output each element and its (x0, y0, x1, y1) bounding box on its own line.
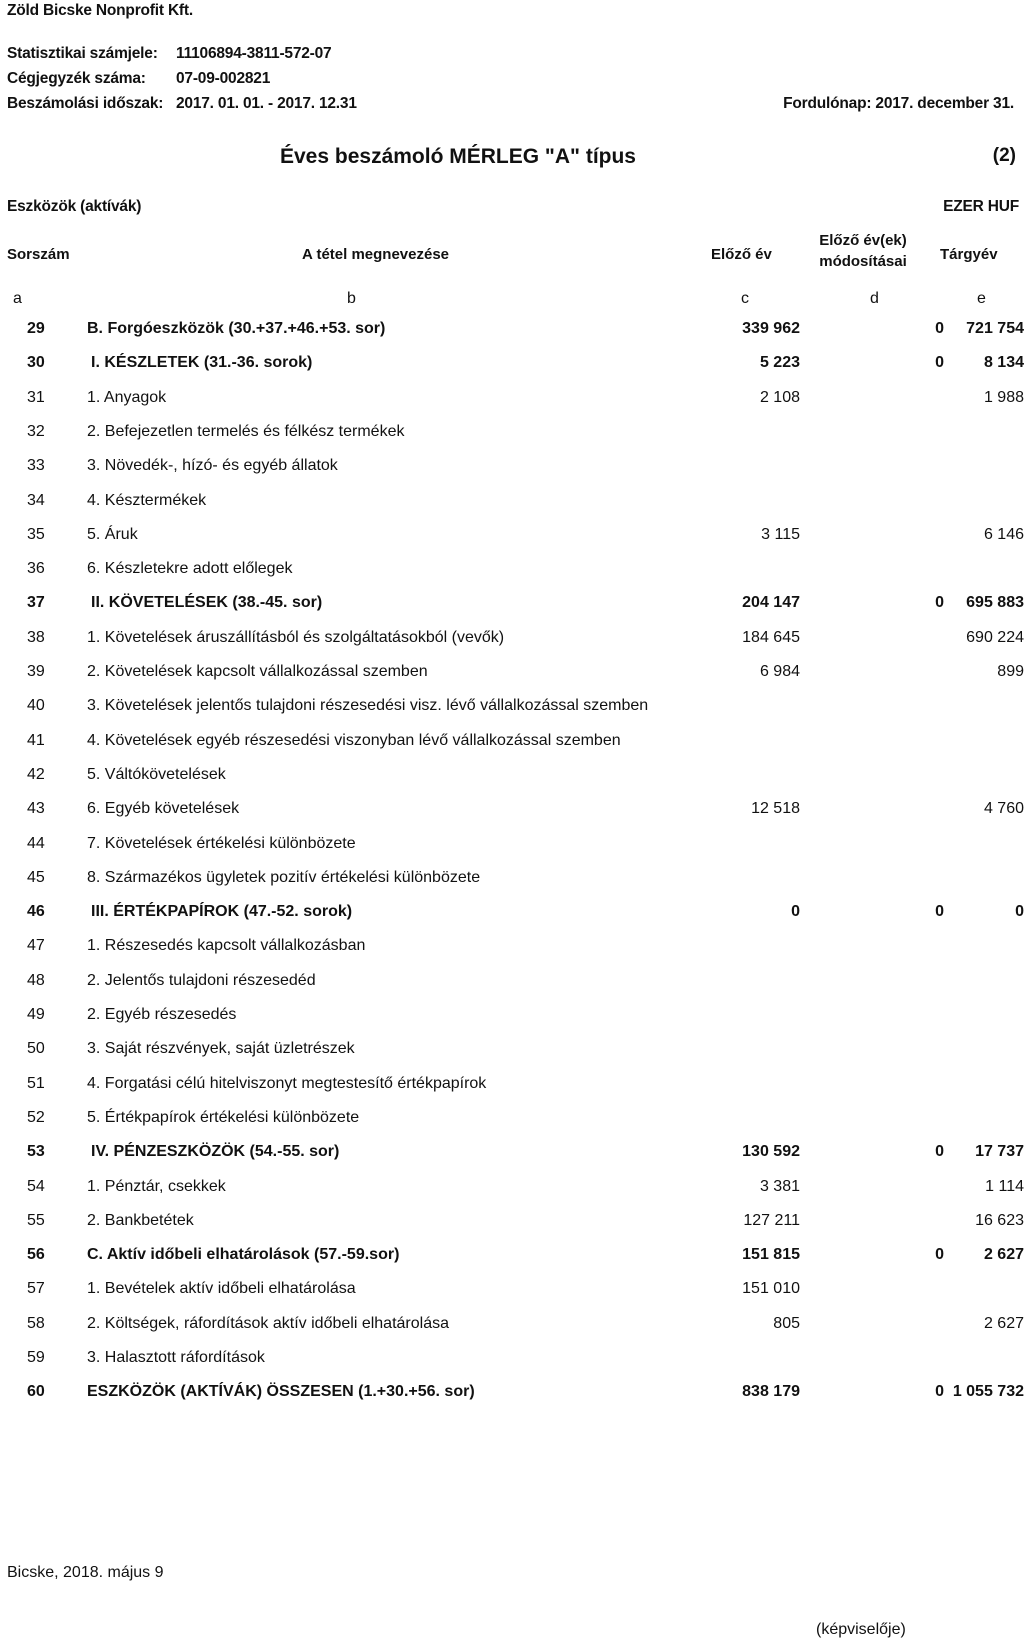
prev-year-value: 204 147 (742, 594, 800, 611)
table-row (0, 1349, 1024, 1383)
section-title: Eszközök (aktívák) (7, 198, 142, 215)
table-row (0, 560, 1024, 594)
row-number: 47 (27, 937, 45, 954)
row-label: 2. Befejezetlen termelés és félkész termékek (87, 423, 405, 440)
row-number: 50 (27, 1040, 45, 1057)
table-row (0, 1006, 1024, 1040)
table-row (0, 457, 1024, 491)
row-number: 43 (27, 800, 45, 817)
row-number: 55 (27, 1212, 45, 1229)
row-number: 53 (27, 1143, 45, 1160)
table-row (0, 1143, 1024, 1177)
row-label: 1. Bevételek aktív időbeli elhatárolása (87, 1280, 356, 1297)
current-year-value: 6 146 (983, 526, 1024, 543)
table-row (0, 972, 1024, 1006)
row-number: 59 (27, 1349, 45, 1366)
reporting-period-value: 2017. 01. 01. - 2017. 12.31 (176, 95, 357, 112)
table-row (0, 320, 1024, 354)
row-label: 2. Követelések kapcsolt vállalkozással szemben (87, 663, 428, 680)
row-label: 1. Pénztár, csekkek (87, 1178, 226, 1195)
table-row (0, 423, 1024, 457)
current-year-value: 695 883 (966, 594, 1024, 611)
row-number: 31 (27, 389, 45, 406)
prev-year-value: 838 179 (742, 1383, 800, 1400)
row-label: B. Forgóeszközök (30.+37.+46.+53. sor) (87, 320, 386, 337)
table-row (0, 389, 1024, 423)
row-label: 4. Késztermékek (87, 492, 207, 509)
row-label: 1. Anyagok (87, 389, 167, 406)
current-year-value: 899 (997, 663, 1024, 680)
row-label: C. Aktív időbeli elhatárolások (57.-59.sor) (87, 1246, 400, 1263)
row-number: 33 (27, 457, 45, 474)
prev-year-value: 127 211 (743, 1212, 800, 1229)
table-row (0, 732, 1024, 766)
row-label: II. KÖVETELÉSEK (38.-45. sor) (91, 594, 323, 611)
current-year-value: 2 627 (983, 1246, 1024, 1263)
stat-number-label: Statisztikai számjele: (7, 45, 158, 62)
col-letter-e: e (977, 290, 986, 307)
current-year-value: 1 055 732 (952, 1383, 1024, 1400)
row-number: 48 (27, 972, 45, 989)
row-number: 54 (27, 1178, 45, 1195)
prev-year-value: 339 962 (742, 320, 800, 337)
row-number: 38 (27, 629, 45, 646)
prev-year-value: 3 115 (761, 526, 800, 543)
row-label: III. ÉRTÉKPAPÍROK (47.-52. sorok) (91, 903, 353, 920)
current-year-value: 8 134 (983, 354, 1024, 371)
row-number: 29 (27, 320, 45, 337)
row-number: 42 (27, 766, 45, 783)
place-date: Bicske, 2018. május 9 (7, 1564, 164, 1581)
col-letter-d: d (870, 290, 879, 307)
row-number: 32 (27, 423, 45, 440)
row-label: 1. Követelések áruszállításból és szolgáltatásokból (vevők) (87, 629, 505, 646)
table-row (0, 1246, 1024, 1280)
row-label: 5. Értékpapírok értékelési különbözete (87, 1109, 360, 1126)
current-year-value: 2 627 (983, 1315, 1024, 1332)
table-row (0, 903, 1024, 937)
row-label: 3. Saját részvények, saját üzletrészek (87, 1040, 355, 1057)
row-label: I. KÉSZLETEK (31.-36. sorok) (91, 354, 313, 371)
prev-year-value: 151 010 (742, 1280, 800, 1297)
col-header-targyev: Tárgyév (940, 246, 998, 263)
prev-year-value: 805 (773, 1315, 800, 1332)
row-number: 49 (27, 1006, 45, 1023)
signature-label: (képviselője) (816, 1621, 906, 1638)
row-number: 52 (27, 1109, 45, 1126)
row-label: 2. Egyéb részesedés (87, 1006, 237, 1023)
table-row (0, 492, 1024, 526)
col-header-modositasai-line1: Előző év(ek) (819, 232, 907, 249)
row-label: 8. Származékos ügyletek pozitív értékelési különbözete (87, 869, 481, 886)
prev-year-modification-value: 0 (935, 594, 944, 611)
prev-year-modification-value: 0 (935, 354, 944, 371)
col-letter-b: b (347, 290, 356, 307)
closing-date: Fordulónap: 2017. december 31. (783, 95, 1014, 112)
prev-year-value: 3 381 (759, 1178, 800, 1195)
company-name: Zöld Bicske Nonprofit Kft. (7, 2, 193, 19)
row-number: 36 (27, 560, 45, 577)
row-label: 5. Váltókövetelések (87, 766, 226, 783)
current-year-value: 17 737 (975, 1143, 1024, 1160)
table-row (0, 1109, 1024, 1143)
table-row (0, 663, 1024, 697)
current-year-value: 16 623 (975, 1212, 1024, 1229)
row-number: 57 (27, 1280, 45, 1297)
row-label: 1. Részesedés kapcsolt vállalkozásban (87, 937, 366, 954)
row-number: 40 (27, 697, 45, 714)
current-year-value: 1 988 (983, 389, 1024, 406)
row-number: 58 (27, 1315, 45, 1332)
row-label: 2. Költségek, ráfordítások aktív időbeli elhatárolása (87, 1315, 449, 1332)
stat-number-value: 11106894-3811-572-07 (176, 45, 332, 62)
table-row (0, 1212, 1024, 1246)
row-number: 41 (27, 732, 45, 749)
unit-label: EZER HUF (943, 198, 1019, 215)
prev-year-value: 2 108 (759, 389, 800, 406)
page-number: (2) (992, 145, 1016, 166)
row-label: 3. Halasztott ráfordítások (87, 1349, 265, 1366)
row-label: 3. Követelések jelentős tulajdoni részesedési visz. lévő vállalkozással szemben (87, 697, 649, 714)
row-number: 45 (27, 869, 45, 886)
current-year-value: 690 224 (966, 629, 1024, 646)
current-year-value: 1 114 (985, 1178, 1024, 1195)
table-row (0, 1178, 1024, 1212)
prev-year-modification-value: 0 (935, 1143, 944, 1160)
table-row (0, 697, 1024, 731)
prev-year-value: 6 984 (759, 663, 800, 680)
table-row (0, 869, 1024, 903)
table-row (0, 1040, 1024, 1074)
row-label: 6. Egyéb követelések (87, 800, 240, 817)
row-label: 2. Jelentős tulajdoni részesedéd (87, 972, 316, 989)
prev-year-value: 12 518 (751, 800, 800, 817)
current-year-value: 0 (1015, 903, 1024, 920)
row-number: 51 (27, 1075, 45, 1092)
prev-year-value: 130 592 (742, 1143, 800, 1160)
reporting-period-label: Beszámolási időszak: (7, 95, 164, 112)
table-row (0, 937, 1024, 971)
table-row (0, 526, 1024, 560)
table-row (0, 800, 1024, 834)
current-year-value: 4 760 (983, 800, 1024, 817)
row-number: 39 (27, 663, 45, 680)
prev-year-modification-value: 0 (935, 320, 944, 337)
row-label: 2. Bankbetétek (87, 1212, 194, 1229)
row-number: 46 (27, 903, 45, 920)
current-year-value: 721 754 (966, 320, 1024, 337)
table-row (0, 1075, 1024, 1109)
row-number: 44 (27, 835, 45, 852)
registry-number-value: 07-09-002821 (176, 70, 271, 87)
row-label: 5. Áruk (87, 526, 138, 543)
col-header-megnevezes: A tétel megnevezése (302, 246, 450, 263)
row-label: 4. Forgatási célú hitelviszonyt megtestesítő értékpapírok (87, 1075, 487, 1092)
row-number: 30 (27, 354, 45, 371)
table-row (0, 1280, 1024, 1314)
table-row (0, 766, 1024, 800)
table-row (0, 354, 1024, 388)
prev-year-value: 151 815 (742, 1246, 800, 1263)
row-number: 37 (27, 594, 45, 611)
table-row (0, 629, 1024, 663)
prev-year-value: 5 223 (759, 354, 800, 371)
row-label: ESZKÖZÖK (AKTÍVÁK) ÖSSZESEN (1.+30.+56. sor) (87, 1383, 475, 1400)
row-number: 56 (27, 1246, 45, 1263)
table-row (0, 835, 1024, 869)
prev-year-value: 184 645 (742, 629, 800, 646)
row-number: 34 (27, 492, 45, 509)
row-label: 4. Követelések egyéb részesedési viszonyban lévő vállalkozással szemben (87, 732, 621, 749)
prev-year-modification-value: 0 (935, 1383, 944, 1400)
table-row (0, 1383, 1024, 1417)
col-header-elozo-ev: Előző év (711, 246, 772, 263)
col-letter-c: c (741, 290, 749, 307)
table-row (0, 1315, 1024, 1349)
row-number: 35 (27, 526, 45, 543)
row-label: 6. Készletekre adott előlegek (87, 560, 293, 577)
prev-year-modification-value: 0 (935, 1246, 944, 1263)
row-label: 7. Követelések értékelési különbözete (87, 835, 356, 852)
row-label: 3. Növedék-, hízó- és egyéb állatok (87, 457, 338, 474)
registry-number-label: Cégjegyzék száma: (7, 70, 146, 87)
col-header-sorszam: Sorszám (7, 246, 70, 263)
col-header-modositasai-line2: módosításai (819, 253, 907, 270)
row-label: IV. PÉNZESZKÖZÖK (54.-55. sor) (91, 1143, 340, 1160)
page-title: Éves beszámoló MÉRLEG "A" típus (280, 145, 636, 168)
prev-year-modification-value: 0 (935, 903, 944, 920)
col-letter-a: a (13, 290, 22, 307)
prev-year-value: 0 (791, 903, 800, 920)
row-number: 60 (27, 1383, 45, 1400)
table-row (0, 594, 1024, 628)
